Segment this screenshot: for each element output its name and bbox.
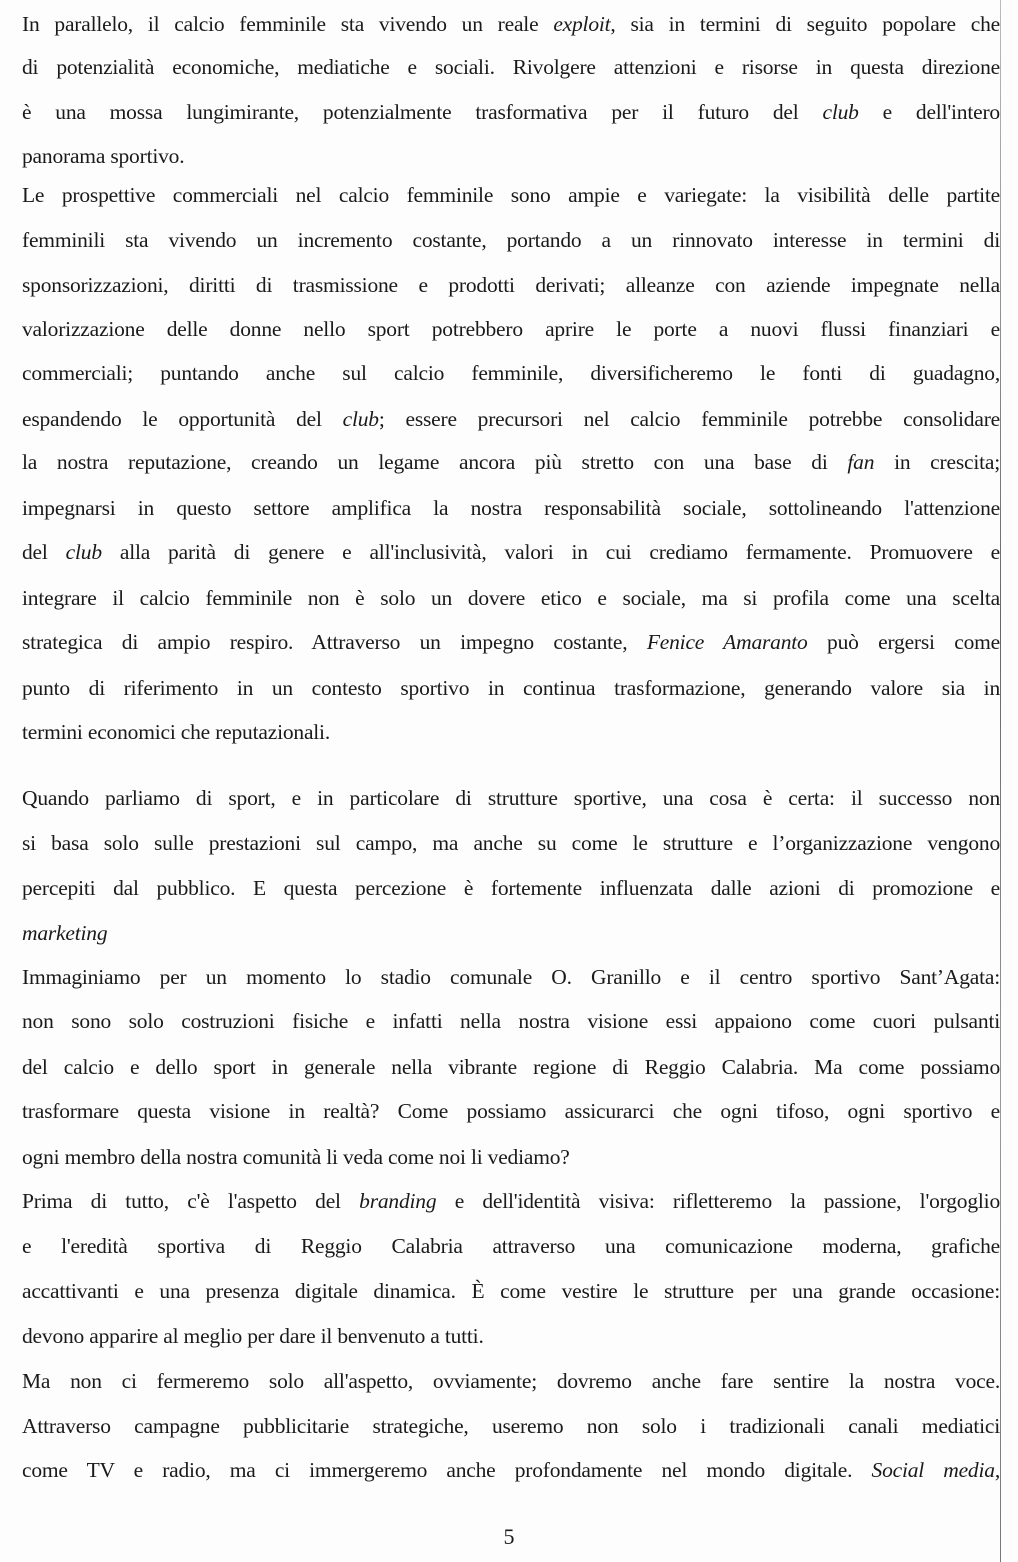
text-segment: panorama sportivo.: [22, 144, 185, 169]
italic-term: club: [342, 407, 379, 431]
text-line: [22, 314, 1000, 344]
text-segment: impegnarsi in questo settore amplifica la nostra responsabilità sociale, sottolineando l'attenzione: [22, 495, 1000, 520]
text-segment: accattivanti e una presenza digitale dinamica. È come vestire le strutture per una grande occasione:: [22, 1279, 1000, 1304]
text-segment: Prima di tutto, c'è l'aspetto del: [22, 1189, 360, 1214]
text-segment: e l'eredità sportiva di Reggio Calabria attraverso una comunicazione moderna, grafiche: [22, 1233, 1000, 1258]
text-segment: e dell'intero: [858, 99, 1000, 124]
text-line: [22, 673, 1000, 703]
text-line: [22, 97, 1000, 127]
text-line: [22, 358, 1000, 388]
italic-term: fan: [847, 450, 875, 475]
text-segment: Attraverso campagne pubblicitarie strategiche, useremo non solo i tradizionali canali mediatici: [22, 1413, 1000, 1438]
text-segment: trasformare questa visione in realtà? Come possiamo assicurarci che ogni tifoso, ogni sportivo e: [22, 1099, 1000, 1124]
text-segment: percepiti dal pubblico. E questa percezione è fortemente influenzata dalle azioni di promozione e: [22, 876, 1000, 901]
text-segment: , sia in termini di seguito popolare che: [610, 12, 1000, 37]
text-line: [22, 783, 1000, 813]
text-segment: è una mossa lungimirante, potenzialmente trasformativa per il futuro del: [22, 99, 823, 124]
text-segment: valorizzazione delle donne nello sport potrebbero aprire le porte a nuovi flussi finanziari e: [22, 317, 1000, 341]
text-segment: del: [22, 540, 66, 565]
text-line: [22, 1321, 1000, 1351]
text-line: [22, 141, 1000, 171]
text-segment: strategica di ampio respiro. Attraverso un impegno costante,: [22, 630, 647, 655]
text-line: [22, 1366, 1000, 1396]
text-line: [22, 52, 1000, 82]
text-segment: punto di riferimento in un contesto sportivo in continua trasformazione, generando valore sia in: [22, 675, 1000, 700]
text-segment: commerciali; puntando anche sul calcio femminile, diversificheremo le fonti di guadagno,: [22, 361, 1000, 386]
text-line: [22, 962, 1000, 992]
text-segment: femminili sta vivendo un incremento costante, portando a un rinnovato interesse in termini di: [22, 228, 1000, 253]
text-line: [22, 9, 1000, 39]
text-segment: non sono solo costruzioni fisiche e infatti nella nostra visione essi appaiono come cuori pulsanti: [22, 1009, 1000, 1034]
text-line: [22, 225, 1000, 255]
text-segment: espandendo le opportunità del: [22, 407, 343, 431]
text-segment: ogni membro della nostra comunità li veda come noi li vediamo?: [22, 1145, 570, 1169]
scan-edge-divider: [1000, 0, 1001, 1562]
text-segment: come TV e radio, ma ci immergeremo anche profondamente nel mondo digitale.: [22, 1458, 872, 1483]
text-line: [22, 1186, 1000, 1216]
text-line: [22, 447, 1000, 477]
text-segment: In parallelo, il calcio femminile sta vivendo un reale: [22, 12, 554, 37]
text-line: [22, 1455, 1000, 1485]
text-segment: integrare il calcio femminile non è solo un dovere etico e sociale, ma si profila come una scelta: [22, 585, 1000, 610]
text-segment: Ma non ci fermeremo solo all'aspetto, ovviamente; dovremo anche fare sentire la nostra voce.: [22, 1369, 1000, 1394]
italic-term: marketing: [22, 920, 108, 945]
italic-term: branding: [359, 1189, 437, 1214]
text-segment: Quando parliamo di sport, e in particolare di strutture sportive, una cosa è certa: il successo non: [22, 786, 1000, 811]
text-line: [22, 493, 1000, 523]
text-segment: Le prospettive commerciali nel calcio femminile sono ampie e variegate: la visibilità delle partite: [22, 182, 1000, 207]
text-line: [22, 1096, 1000, 1126]
text-line: [22, 717, 1000, 747]
italic-term: club: [822, 99, 859, 124]
text-line: [22, 1142, 1000, 1172]
text-segment: devono apparire al meglio per dare il benvenuto a tutti.: [22, 1323, 484, 1348]
italic-term: exploit: [553, 12, 611, 37]
text-line: [22, 627, 1000, 657]
text-segment: Immaginiamo per un momento lo stadio comunale O. Granillo e il centro sportivo Sant’Agata:: [22, 965, 1000, 989]
text-line: [22, 583, 1000, 613]
text-line: [22, 873, 1000, 903]
text-line: [22, 270, 1000, 300]
text-segment: termini economici che reputazionali.: [22, 720, 331, 745]
text-segment: del calcio e dello sport in generale nella vibrante regione di Reggio Calabria. Ma come possiamo: [22, 1055, 1000, 1079]
text-line: [22, 1006, 1000, 1036]
page-number: 5: [503, 1524, 515, 1549]
text-segment: alla parità di genere e all'inclusività, valori in cui crediamo fermamente. Promuovere e: [101, 540, 1001, 565]
text-line: [22, 1052, 1000, 1082]
text-segment: sponsorizzazioni, diritti di trasmissione e prodotti derivati; alleanze con aziende impegnate nella: [22, 272, 1000, 297]
text-line: [22, 537, 1000, 567]
italic-term: club: [65, 540, 102, 565]
italic-term: Fenice Amaranto: [646, 630, 808, 655]
text-line: [22, 180, 1000, 210]
text-line: [22, 1231, 1000, 1261]
text-line: [22, 1276, 1000, 1306]
text-line: [22, 918, 1000, 948]
text-segment: ,: [994, 1458, 1000, 1483]
italic-term: Social media: [871, 1458, 995, 1483]
text-segment: si basa solo sulle prestazioni sul campo, ma anche su come le strutture e l’organizzazione vengono: [22, 830, 1000, 855]
text-line: [22, 1411, 1000, 1441]
text-segment: la nostra reputazione, creando un legame ancora più stretto con una base di: [22, 450, 848, 475]
text-segment: ; essere precursori nel calcio femminile potrebbe consolidare: [378, 407, 1000, 431]
text-line: [22, 828, 1000, 858]
text-segment: e dell'identità visiva: rifletteremo la passione, l'orgoglio: [436, 1189, 1000, 1214]
text-segment: di potenzialità economiche, mediatiche e sociali. Rivolgere attenzioni e risorse in questa direzione: [22, 55, 1000, 80]
text-line: [22, 404, 1000, 434]
text-segment: in crescita;: [874, 450, 1000, 475]
text-segment: può ergersi come: [807, 630, 1000, 655]
